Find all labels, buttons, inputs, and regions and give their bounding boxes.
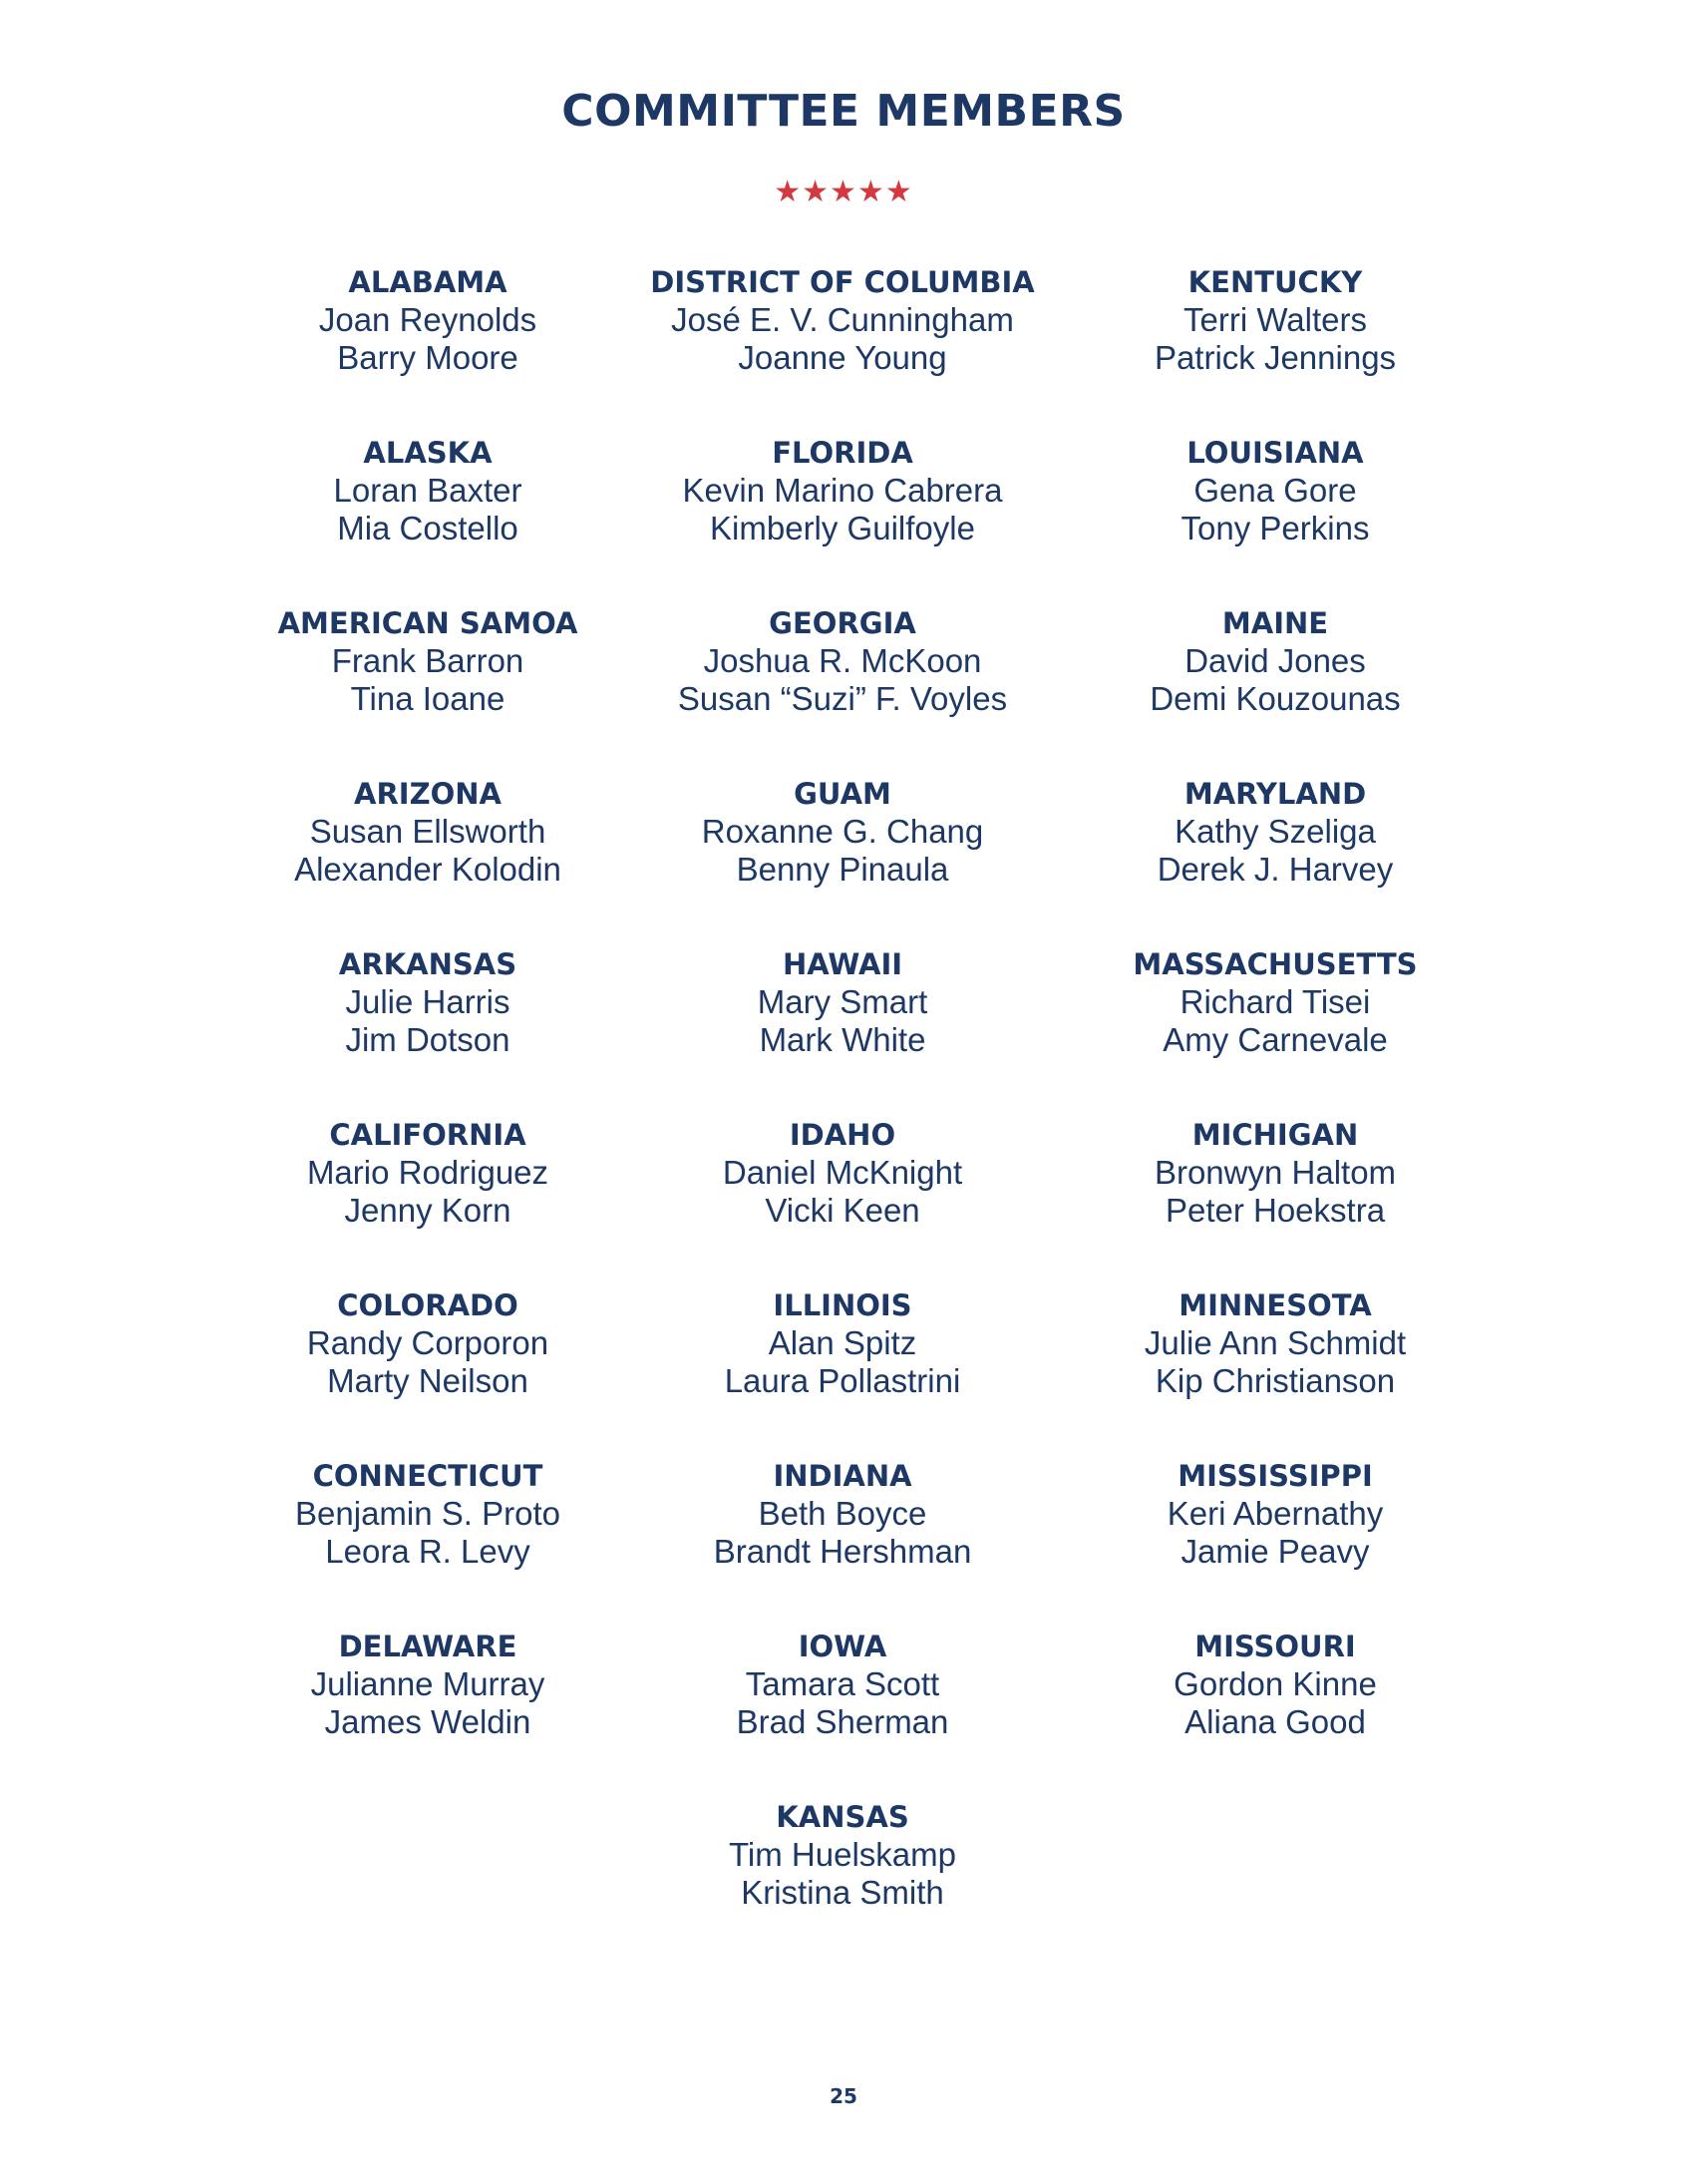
member-name: Kevin Marino Cabrera: [682, 472, 1003, 509]
state-block: [198, 1116, 657, 1286]
member-name: Peter Hoekstra: [1165, 1192, 1386, 1229]
state-name: MARYLAND: [1183, 777, 1367, 811]
member-name: Alan Spitz: [768, 1324, 917, 1361]
state-name: ALASKA: [363, 436, 493, 470]
member-name: Tina Ioane: [350, 680, 506, 717]
state-block: [613, 775, 1072, 945]
state-block: [1046, 1628, 1505, 1798]
page-title: COMMITTEE MEMBERS: [561, 86, 1126, 137]
member-name: David Jones: [1184, 642, 1366, 679]
member-name: Patrick Jennings: [1154, 339, 1397, 376]
state-name: MICHIGAN: [1191, 1118, 1359, 1152]
member-name: Joan Reynolds: [318, 301, 537, 338]
state-column-left: [198, 263, 657, 1798]
member-name: Susan Ellsworth: [309, 813, 546, 850]
state-name: GEORGIA: [769, 606, 916, 640]
member-name: Jamie Peavy: [1181, 1533, 1370, 1570]
state-block: [613, 263, 1072, 434]
state-block: [613, 604, 1072, 775]
member-name: Benjamin S. Proto: [295, 1495, 560, 1532]
state-block: [1046, 1116, 1505, 1286]
state-name: MAINE: [1221, 606, 1329, 640]
member-name: Brandt Hershman: [713, 1533, 972, 1570]
member-name: Kip Christianson: [1155, 1362, 1396, 1399]
member-name: Mary Smart: [757, 983, 928, 1020]
member-name: Derek J. Harvey: [1157, 851, 1394, 888]
page-number: 25: [830, 2084, 857, 2108]
member-name: Gordon Kinne: [1174, 1665, 1377, 1702]
star-divider: ★★★★★: [774, 175, 913, 209]
member-name: Tony Perkins: [1181, 510, 1370, 546]
member-name: Aliana Good: [1184, 1703, 1366, 1740]
member-name: Amy Carnevale: [1163, 1021, 1388, 1058]
member-name: Beth Boyce: [758, 1495, 927, 1532]
state-name: CALIFORNIA: [329, 1118, 526, 1152]
state-name: FLORIDA: [772, 436, 913, 470]
member-name: Terri Walters: [1183, 301, 1367, 338]
member-name: Jenny Korn: [344, 1192, 511, 1229]
member-name: Barry Moore: [337, 339, 518, 376]
member-name: Mario Rodriguez: [306, 1154, 549, 1191]
state-block: [613, 1798, 1072, 1969]
state-name: ARKANSAS: [338, 947, 517, 981]
member-name: Kathy Szeliga: [1175, 813, 1376, 850]
member-name: José E. V. Cunningham: [671, 301, 1014, 338]
member-name: Julianne Murray: [310, 1665, 545, 1702]
member-name: Joshua R. McKoon: [703, 642, 982, 679]
member-name: Frank Barron: [331, 642, 524, 679]
state-name: MASSACHUSETTS: [1133, 947, 1418, 981]
state-block: [1046, 434, 1505, 604]
state-name: KANSAS: [776, 1800, 909, 1834]
member-name: Alexander Kolodin: [294, 851, 561, 888]
state-block: [198, 604, 657, 775]
state-name: ILLINOIS: [773, 1288, 912, 1322]
state-name: IOWA: [798, 1630, 887, 1663]
state-column-right: [1046, 263, 1505, 1798]
member-name: Mia Costello: [337, 510, 518, 546]
member-name: Keri Abernathy: [1167, 1495, 1384, 1532]
state-block: [198, 945, 657, 1116]
state-block: [1046, 604, 1505, 775]
state-name: INDIANA: [773, 1459, 912, 1493]
state-name: DISTRICT OF COLUMBIA: [650, 265, 1035, 299]
state-block: [1046, 775, 1505, 945]
member-name: Benny Pinaula: [736, 851, 949, 888]
state-block: [613, 1628, 1072, 1798]
state-name: ARIZONA: [354, 777, 502, 811]
member-name: Vicki Keen: [765, 1192, 920, 1229]
state-block: [198, 1457, 657, 1628]
member-name: Richard Tisei: [1180, 983, 1371, 1020]
state-block: [198, 263, 657, 434]
state-name: DELAWARE: [338, 1630, 517, 1663]
state-block: [613, 1116, 1072, 1286]
state-name: MINNESOTA: [1179, 1288, 1372, 1322]
member-name: Brad Sherman: [736, 1703, 949, 1740]
member-name: Loran Baxter: [333, 472, 522, 509]
state-block: [613, 945, 1072, 1116]
state-block: [613, 434, 1072, 604]
member-name: Tamara Scott: [745, 1665, 940, 1702]
state-block: [198, 1628, 657, 1798]
state-block: [613, 1457, 1072, 1628]
member-name: Jim Dotson: [345, 1021, 510, 1058]
member-name: Gena Gore: [1193, 472, 1357, 509]
state-block: [1046, 945, 1505, 1116]
state-name: IDAHO: [789, 1118, 896, 1152]
state-block: [613, 1286, 1072, 1457]
member-name: Randy Corporon: [306, 1324, 549, 1361]
member-name: Demi Kouzounas: [1150, 680, 1401, 717]
member-name: Laura Pollastrini: [724, 1362, 961, 1399]
state-name: COLORADO: [337, 1288, 518, 1322]
member-name: Bronwyn Haltom: [1154, 1154, 1397, 1191]
member-name: Marty Neilson: [327, 1362, 528, 1399]
member-name: Mark White: [759, 1021, 926, 1058]
state-column-middle: [613, 263, 1072, 1969]
state-block: [198, 1286, 657, 1457]
member-name: Susan “Suzi” F. Voyles: [677, 680, 1008, 717]
member-name: Julie Harris: [345, 983, 510, 1020]
member-name: Tim Huelskamp: [729, 1836, 956, 1873]
state-name: CONNECTICUT: [312, 1459, 543, 1493]
state-name: MISSISSIPPI: [1178, 1459, 1373, 1493]
state-block: [198, 434, 657, 604]
state-block: [1046, 1286, 1505, 1457]
state-block: [1046, 263, 1505, 434]
member-name: Roxanne G. Chang: [701, 813, 984, 850]
state-block: [1046, 1457, 1505, 1628]
state-name: MISSOURI: [1194, 1630, 1356, 1663]
member-name: James Weldin: [324, 1703, 531, 1740]
state-name: HAWAII: [782, 947, 903, 981]
member-name: Kimberly Guilfoyle: [710, 510, 975, 546]
state-block: [198, 775, 657, 945]
state-name: KENTUCKY: [1187, 265, 1363, 299]
member-name: Daniel McKnight: [722, 1154, 963, 1191]
member-name: Julie Ann Schmidt: [1144, 1324, 1407, 1361]
state-name: AMERICAN SAMOA: [277, 606, 578, 640]
member-name: Kristina Smith: [741, 1874, 944, 1911]
state-name: GUAM: [794, 777, 891, 811]
member-name: Leora R. Levy: [325, 1533, 530, 1570]
state-name: LOUISIANA: [1186, 436, 1364, 470]
member-name: Joanne Young: [738, 339, 947, 376]
state-name: ALABAMA: [348, 265, 507, 299]
